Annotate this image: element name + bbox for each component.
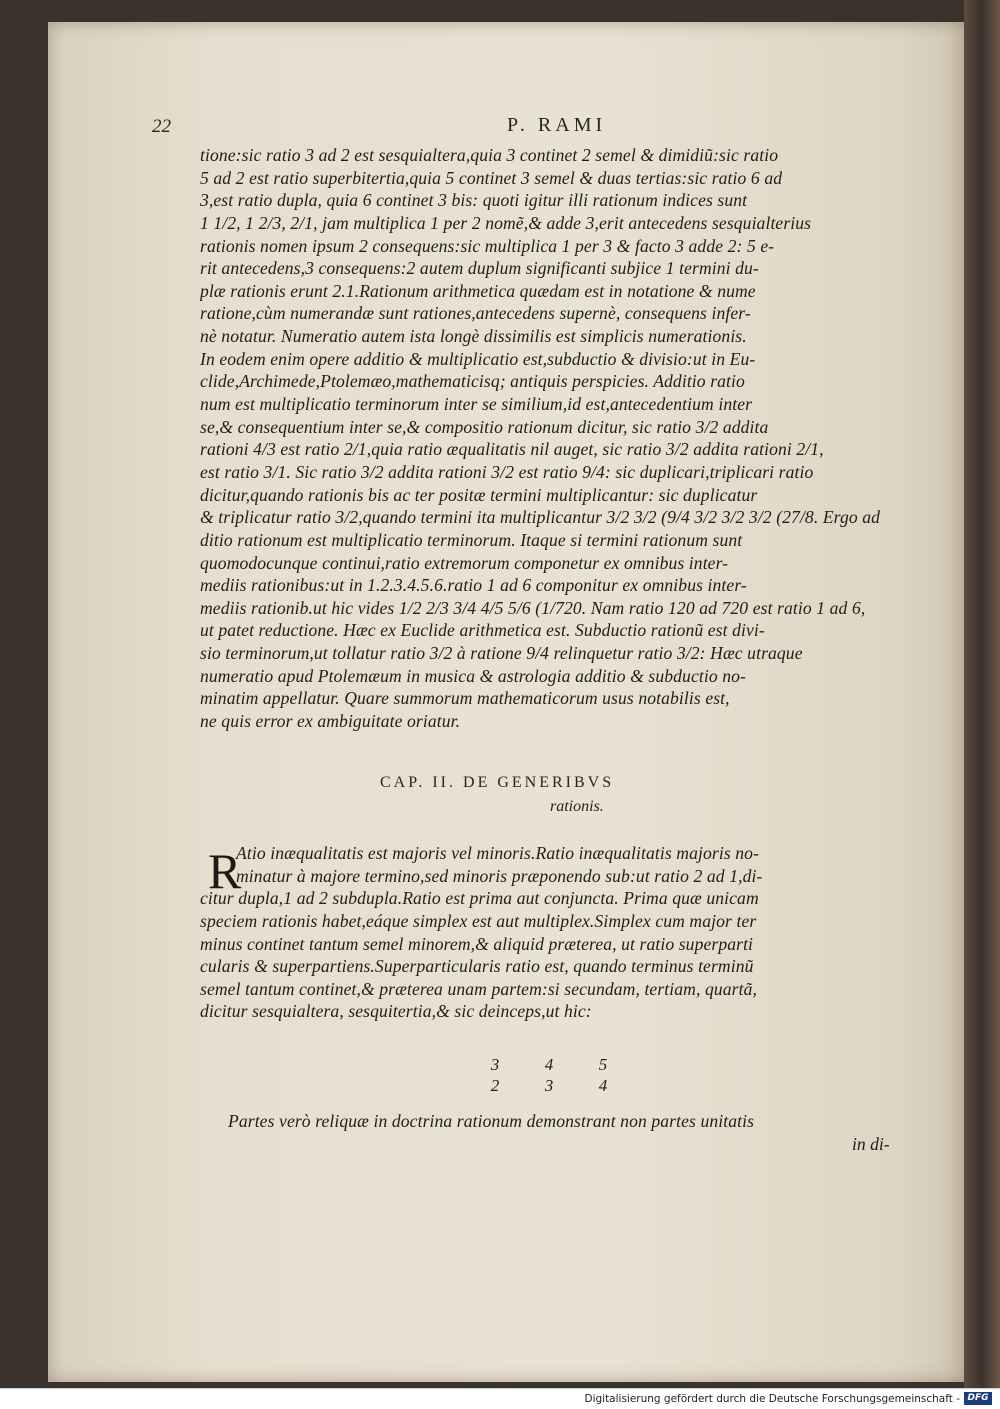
text-line: quomodocunque continui,ratio extremorum componetur ex omnibus inter- bbox=[200, 552, 729, 573]
text-line: minatur à majore termino,sed minoris præponendo sub:ut ratio 2 ad 1,di- bbox=[236, 865, 763, 886]
text-line: est ratio 3/1. Sic ratio 3/2 addita rationi 3/2 est ratio 9/4: sic duplicari,triplicari ratio bbox=[200, 461, 814, 482]
text-line: ut patet reductione. Hæc ex Euclide arithmetica est. Subductio rationũ est divi- bbox=[200, 620, 765, 641]
ratio-numerator: 3 bbox=[490, 1055, 500, 1074]
ratio-denominator: 2 bbox=[490, 1076, 500, 1095]
text-line: nè notatur. Numeratio autem ista longè dissimilis est simplicis numerationis. bbox=[200, 326, 747, 347]
text-line: In eodem enim opere additio & multiplicatio est,subductio & divisio:ut in Eu- bbox=[200, 348, 756, 369]
text-line: 1 1/2, 1 2/3, 2/1, jam multiplica 1 per 2 nomẽ,& adde 3,erit antecedens sesquialterius bbox=[200, 212, 812, 233]
text-line: tione:sic ratio 3 ad 2 est sesquialtera,quia 3 continet 2 semel & dimidiũ:sic ratio bbox=[200, 145, 779, 165]
text-line: plæ rationis erunt 2.1.Rationum arithmetica quædam est in notatione & nume bbox=[200, 280, 756, 301]
chapter-subtitle: rationis. bbox=[550, 798, 604, 815]
text-line: dicitur,quando rationis bis ac ter positæ termini multiplicantur: sic duplicatur bbox=[200, 484, 758, 505]
text-line: semel tantum continet,& præterea unam partem:si secundam, tertiam, quartã, bbox=[200, 978, 757, 999]
ratio-denominator: 3 bbox=[544, 1076, 554, 1095]
text-line: 3,est ratio dupla, quia 6 continet 3 bis: quoti igitur illi rationum indices sunt bbox=[200, 190, 748, 211]
text-line: dicitur sesquialtera, sesquitertia,& sic deinceps,ut hic: bbox=[200, 1001, 592, 1022]
text-line: minus continet tantum semel minorem,& aliquid præterea, ut ratio superparti bbox=[200, 933, 754, 954]
ratio-column bbox=[588, 1054, 618, 1096]
chapter-title: CAP. II. DE GENERIBVS bbox=[380, 774, 615, 791]
book-spine bbox=[964, 0, 1000, 1388]
dfg-logo: DFG bbox=[964, 1392, 992, 1405]
text-line: Atio inæqualitatis est majoris vel minoris.Ratio inæqualitatis majoris no- bbox=[236, 843, 760, 863]
text-line: sio terminorum,ut tollatur ratio 3/2 à ratione 9/4 relinquetur ratio 3/2: Hæc utraque bbox=[200, 643, 803, 664]
text-line: mediis rationibus:ut in 1.2.3.4.5.6.ratio 1 ad 6 componitur ex omnibus inter- bbox=[200, 575, 747, 596]
text-line: 5 ad 2 est ratio superbitertia,quia 5 continet 3 semel & duas tertias:sic ratio 6 ad bbox=[200, 167, 783, 188]
text-line: ditio rationum est multiplicatio terminorum. Itaque si termini rationum sunt bbox=[200, 529, 743, 550]
text-line: rationi 4/3 est ratio 2/1,quia ratio æqualitatis nil auget, sic ratio 3/2 addita rationi 2/1, bbox=[200, 439, 824, 460]
paragraph-2 bbox=[200, 842, 910, 1023]
text-line: & triplicatur ratio 3/2,quando termini ita multiplicantur 3/2 3/2 (9/4 3/2 3/2 3/2 (27/8. Ergo ad bbox=[200, 507, 881, 528]
text-line: cularis & superpartiens.Superparticularis ratio est, quando terminus terminũ bbox=[200, 956, 754, 977]
text-line: minatim appellatur. Quare summorum mathematicorum usus notabilis est, bbox=[200, 688, 730, 709]
drop-cap: R bbox=[208, 843, 242, 899]
ratio-denominator: 4 bbox=[598, 1076, 608, 1095]
text-line: speciem rationis habet,eáque simplex est aut multiplex.Simplex cum major ter bbox=[200, 910, 757, 931]
text-line: rationis nomen ipsum 2 consequens:sic multiplica 1 per 3 & facto 3 adde 2: 5 e- bbox=[200, 235, 775, 256]
ratio-numerator: 5 bbox=[598, 1055, 608, 1074]
text-line: numeratio apud Ptolemæum in musica & astrologia additio & subductio no- bbox=[200, 665, 746, 686]
closing-line bbox=[228, 1110, 918, 1133]
footer-credit: Digitalisierung gefördert durch die Deutsche Forschungsgemeinschaft - bbox=[584, 1393, 960, 1405]
text-line: Partes verò reliquæ in doctrina rationum demonstrant non partes unitatis bbox=[228, 1111, 755, 1131]
text-line: mediis rationib.ut hic vides 1/2 2/3 3/4 4/5 5/6 (1/720. Nam ratio 120 ad 720 est ratio 1 ad 6, bbox=[200, 597, 866, 618]
text-line: clide,Archimede,Ptolemæo,mathematicisq; antiquis perspicies. Additio ratio bbox=[200, 371, 745, 392]
page-header bbox=[152, 114, 912, 144]
text-line: num est multiplicatio terminorum inter se similium,id est,antecedentium inter bbox=[200, 394, 753, 415]
running-head: P. RAMI bbox=[507, 114, 607, 136]
catchword: in di- bbox=[852, 1134, 890, 1154]
digitization-footer bbox=[0, 1388, 1000, 1409]
ratio-column bbox=[480, 1054, 510, 1096]
text-line: se,& consequentium inter se,& compositio rationum dicitur, sic ratio 3/2 addita bbox=[200, 416, 769, 437]
text-line: rit antecedens,3 consequens:2 autem duplum significanti subjice 1 termini du- bbox=[200, 258, 759, 279]
page-number: 22 bbox=[152, 116, 171, 137]
ratio-column bbox=[534, 1054, 564, 1096]
text-line: citur dupla,1 ad 2 subdupla.Ratio est prima aut conjuncta. Prima quæ unicam bbox=[200, 888, 759, 909]
paragraph-1 bbox=[200, 144, 910, 733]
text-line: ratione,cùm numerandæ sunt rationes,antecedens supernè, consequens infer- bbox=[200, 303, 751, 324]
ratio-numerator: 4 bbox=[544, 1055, 554, 1074]
text-line: ne quis error ex ambiguitate oriatur. bbox=[200, 711, 461, 732]
ratio-examples bbox=[480, 1054, 640, 1100]
